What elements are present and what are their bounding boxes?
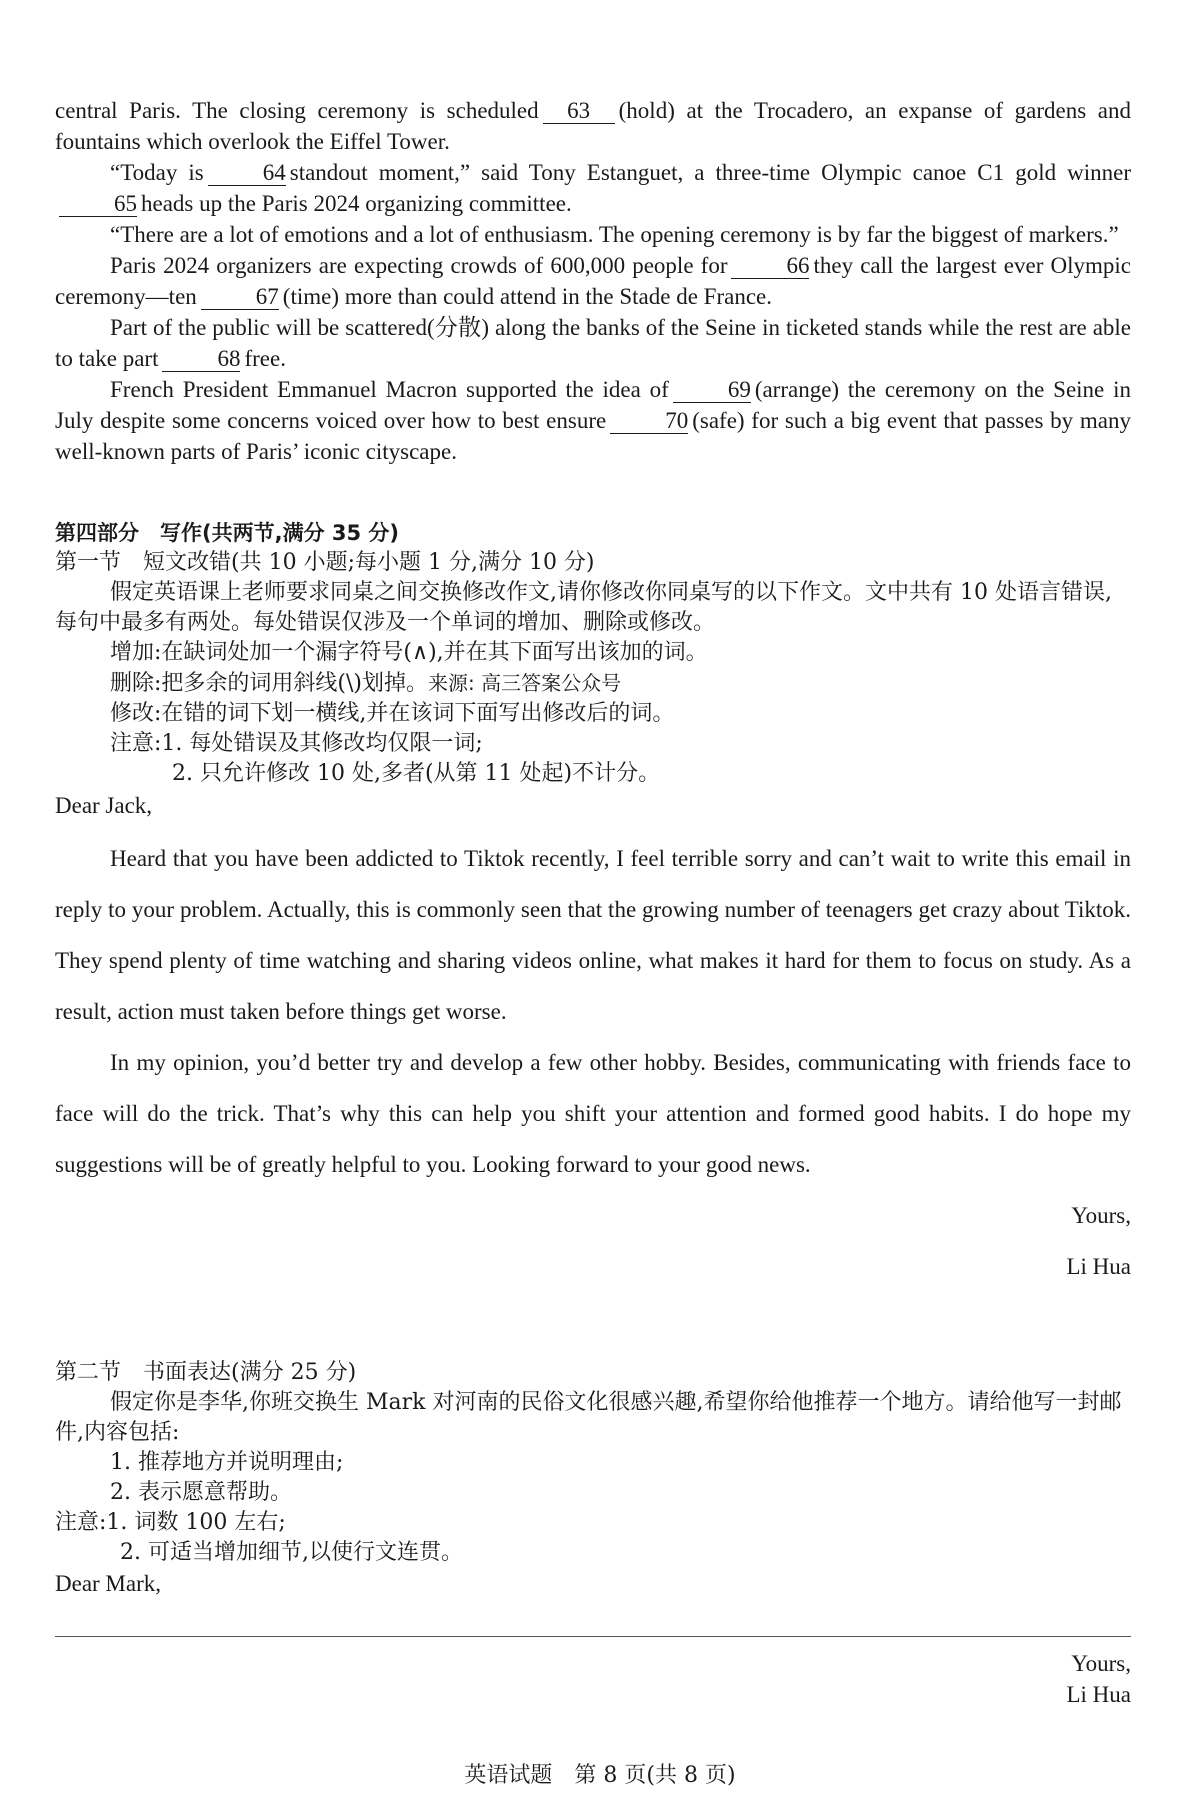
part4-heading: 第四部分 写作(共两节,满分 35 分) xyxy=(55,521,400,545)
blank-68: 68 xyxy=(162,347,240,372)
passage-text: free. xyxy=(244,346,286,371)
essay-closing: Yours, xyxy=(1071,1203,1131,1228)
essay-salutation: Dear Jack, xyxy=(55,793,153,818)
section2-item-2: 2. 表示愿意帮助。 xyxy=(110,1480,292,1505)
rule-modify: 修改:在错的词下划一横线,并在该词下面写出修改后的词。 xyxy=(110,701,675,726)
blank-67: 67 xyxy=(201,285,279,310)
passage-paragraph-4 xyxy=(55,250,1131,312)
section1-intro: 假定英语课上老师要求同桌之间交换修改作文,请你修改你同桌写的以下作文。文中共有 10 处语言错误,每句中最多有两处。每处错误仅涉及一个单词的增加、删除或修改。 xyxy=(55,580,1112,635)
passage-text: standout moment,” said Tony Estanguet, a three-time Olympic canoe C1 gold winner xyxy=(289,160,1131,185)
blank-69: 69 xyxy=(673,378,751,403)
passage-paragraph-3: “There are a lot of emotions and a lot of enthusiasm. The opening ceremony is by far the biggest of markers.” xyxy=(110,222,1119,247)
blank-63: 63 xyxy=(543,99,615,124)
page-footer: 英语试题 第 8 页(共 8 页) xyxy=(464,1763,736,1788)
passage-text: Part of the public will be scattered(分散) along the banks of the Seine in ticketed stands while the rest are able to take part xyxy=(55,315,1131,371)
blank-65: 65 xyxy=(59,192,137,217)
passage-text: “Today is xyxy=(110,160,204,185)
section2-signoff xyxy=(55,1648,1131,1710)
rule-delete-text: 删除:把多余的词用斜线(\)划掉。 xyxy=(110,671,428,696)
passage-paragraph-1 xyxy=(55,95,1131,157)
passage-paragraph-6 xyxy=(55,374,1131,467)
passage-text: (safe) for such a big event that passes by many well-known parts of Paris’ iconic cityscape. xyxy=(55,408,1131,464)
blank-70: 70 xyxy=(610,409,688,434)
essay-signature: Li Hua xyxy=(1066,1254,1131,1279)
note-2: 2. 只允许修改 10 处,多者(从第 11 处起)不计分。 xyxy=(172,761,661,786)
passage-text: (time) more than could attend in the Stade de France. xyxy=(282,284,773,309)
passage-text: central Paris. The closing ceremony is scheduled xyxy=(55,98,539,123)
source-watermark: 来源: 高三答案公众号 xyxy=(428,671,622,695)
blank-66: 66 xyxy=(731,254,809,279)
section2-signature: Li Hua xyxy=(1066,1682,1131,1707)
rule-add: 增加:在缺词处加一个漏字符号(∧),并在其下面写出该加的词。 xyxy=(110,640,708,665)
writing-line xyxy=(55,1636,1131,1637)
passage-text: (arrange) the ceremony on the Seine in July despite some concerns voiced over how to best ensure xyxy=(55,377,1131,433)
section2-instructions xyxy=(55,1358,1131,1599)
section2-intro: 假定你是李华,你班交换生 Mark 对河南的民俗文化很感兴趣,希望你给他推荐一个地方。请给他写一封邮件,内容包括: xyxy=(55,1390,1122,1445)
section2-closing: Yours, xyxy=(1071,1651,1131,1676)
writing-section-instructions xyxy=(55,518,1131,789)
essay-paragraph-1: Heard that you have been addicted to Tiktok recently, I feel terrible sorry and can’t wait to write this email in reply to your problem. Actually, this is commonly seen that the growing number of teenagers get crazy about Tiktok. They spend plenty of time watching and sharing videos online, what makes it hard for them to focus on study. As a result, action must taken before things get worse. xyxy=(55,846,1131,1024)
passage-text: Paris 2024 organizers are expecting crowds of 600,000 people for xyxy=(110,253,728,278)
passage-paragraph-2 xyxy=(55,157,1131,219)
section1-title: 第一节 短文改错(共 10 小题;每小题 1 分,满分 10 分) xyxy=(55,550,595,575)
passage-text: heads up the Paris 2024 organizing committee. xyxy=(141,191,572,216)
note-1: 注意:1. 每处错误及其修改均仅限一词; xyxy=(110,731,483,756)
passage-text: (hold) at the Trocadero, an expanse of gardens and fountains which overlook the Eiffel Tower. xyxy=(55,98,1131,154)
section2-item-1: 1. 推荐地方并说明理由; xyxy=(110,1450,344,1475)
essay-paragraph-2: In my opinion, you’d better try and develop a few other hobby. Besides, communicating with friends face to face will do the trick. That’s why this can help you shift your attention and formed good habits. I do hope my suggestions will be of greatly helpful to you. Looking forward to your good news. xyxy=(55,1050,1131,1177)
section2-note-2: 2. 可适当增加细节,以使行文连贯。 xyxy=(120,1540,463,1565)
cloze-passage xyxy=(55,95,1131,467)
blank-64: 64 xyxy=(208,161,286,186)
passage-paragraph-5 xyxy=(55,312,1131,374)
passage-text: they call the largest ever Olympic ceremony—ten xyxy=(55,253,1131,309)
section2-note-1: 注意:1. 词数 100 左右; xyxy=(55,1510,286,1535)
section2-title: 第二节 书面表达(满分 25 分) xyxy=(55,1360,357,1385)
passage-text: French President Emmanuel Macron supported the idea of xyxy=(110,377,669,402)
correction-essay xyxy=(55,790,1131,1292)
rule-delete xyxy=(55,668,1131,699)
section2-salutation: Dear Mark, xyxy=(55,1571,162,1596)
